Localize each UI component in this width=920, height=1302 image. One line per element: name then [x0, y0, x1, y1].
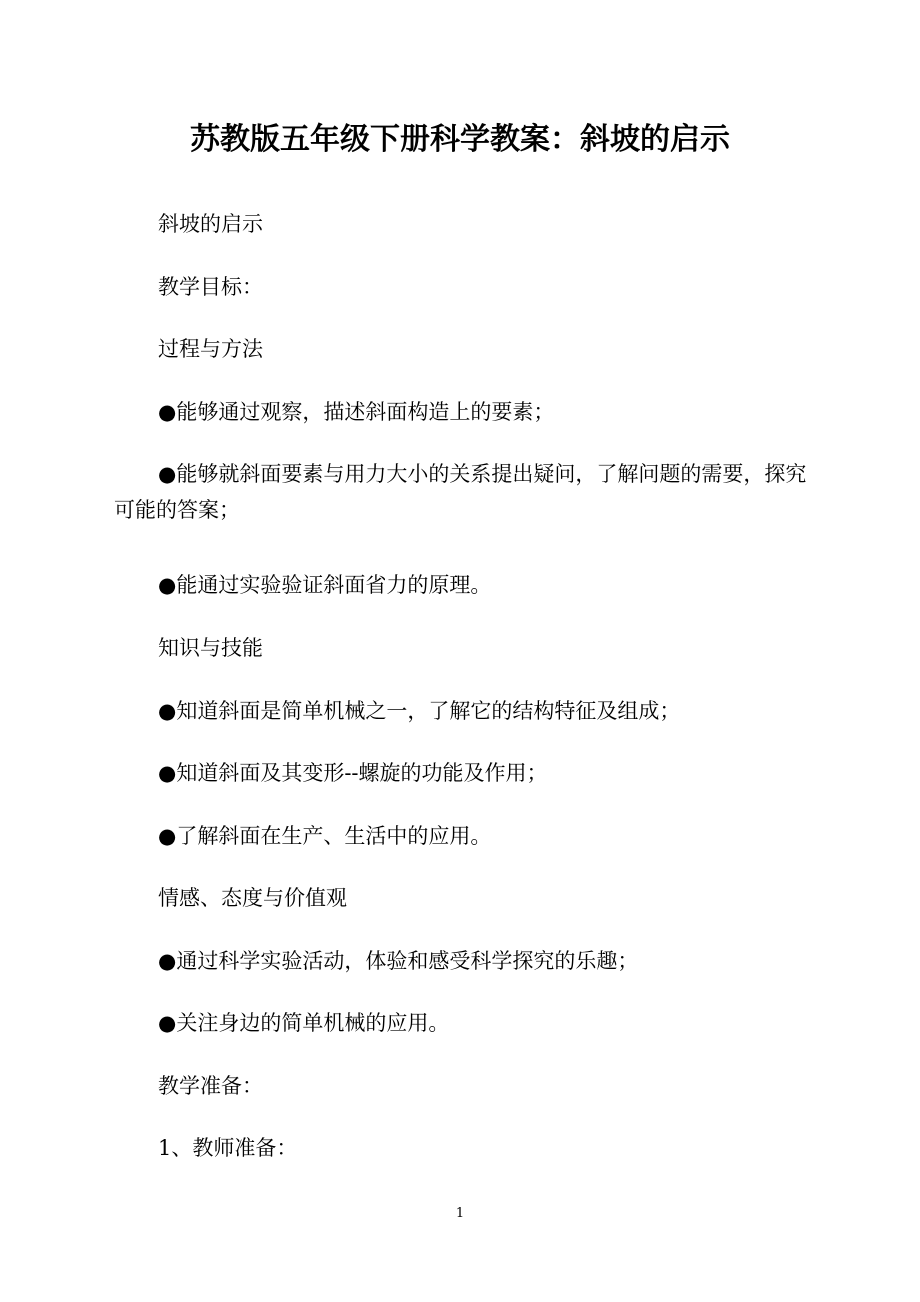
bullet-item: ●知道斜面及其变形--螺旋的功能及作用； — [158, 761, 548, 785]
subsection-heading: 情感、态度与价值观 — [158, 886, 347, 910]
document-title: 苏教版五年级下册科学教案：斜坡的启示 — [190, 122, 730, 157]
subsection-heading: 过程与方法 — [158, 337, 263, 361]
bullet-item: ●能通过实验验证斜面省力的原理。 — [158, 573, 492, 597]
bullet-item: ●知道斜面是简单机械之一，了解它的结构特征及组成； — [158, 699, 681, 723]
section-heading: 教学目标： — [158, 275, 263, 299]
bullet-item: ●通过科学实验活动，体验和感受科学探究的乐趣； — [158, 949, 639, 973]
section-heading: 斜坡的启示 — [158, 212, 263, 236]
bullet-item: ●关注身边的简单机械的应用。 — [158, 1011, 450, 1035]
page-number: 1 — [455, 1206, 465, 1221]
list-item: 1、教师准备： — [158, 1136, 298, 1160]
bullet-item: ●了解斜面在生产、生活中的应用。 — [158, 824, 492, 848]
section-heading: 教学准备： — [158, 1074, 263, 1098]
subsection-heading: 知识与技能 — [158, 636, 263, 660]
bullet-item: ●能够就斜面要素与用力大小的关系提出疑问，了解问题的需要，探究可能的答案； — [114, 462, 807, 522]
bullet-item: ●能够通过观察，描述斜面构造上的要素； — [158, 400, 555, 424]
